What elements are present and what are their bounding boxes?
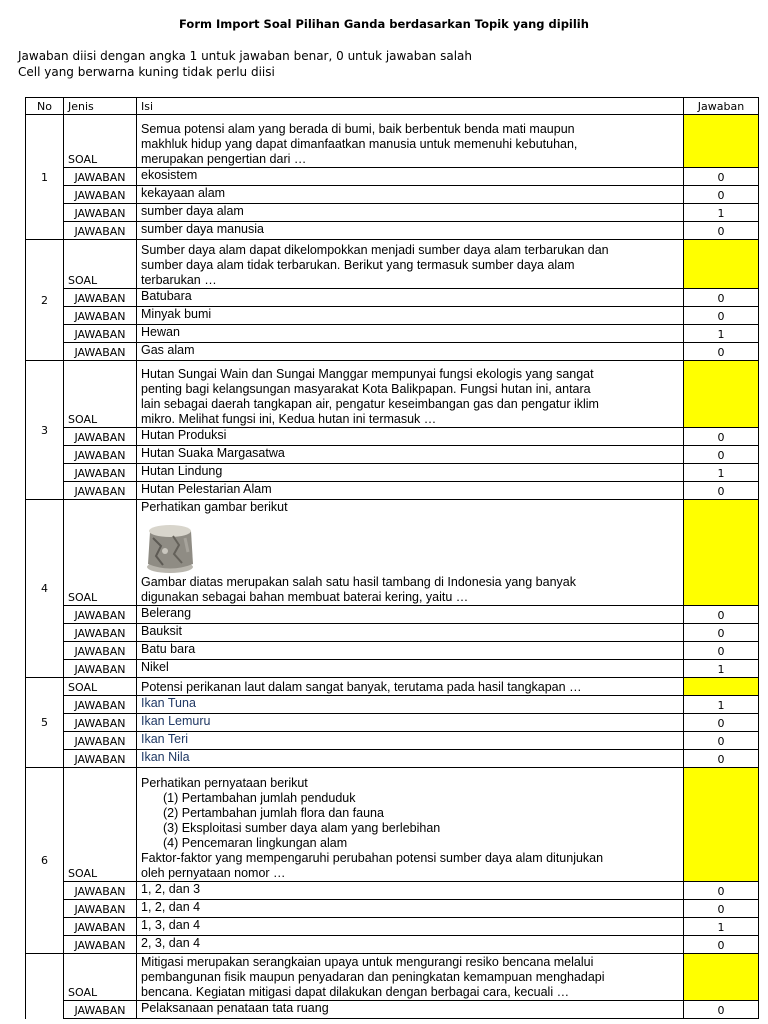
question-text	[137, 768, 684, 882]
answer-type-label: JAWABAN	[64, 343, 137, 361]
question-line: bencana. Kegiatan mitigasi dapat dilakukan dengan berbagai cara, kecuali …	[141, 985, 570, 999]
answer-row	[26, 900, 759, 918]
answer-type-label: JAWABAN	[64, 186, 137, 204]
answer-key-cell-disabled	[684, 361, 759, 428]
answer-option-text[interactable]: Hewan	[137, 325, 684, 343]
answer-type-label: JAWABAN	[64, 882, 137, 900]
question-line: oleh pernyataan nomor …	[141, 866, 286, 880]
answer-value-cell[interactable]: 1	[684, 204, 759, 222]
answer-value-cell[interactable]: 0	[684, 900, 759, 918]
question-line: penting bagi kelangsungan masyarakat Kota Balikpapan. Fungsi hutan ini, antara	[141, 382, 591, 396]
answer-type-label: JAWABAN	[64, 1001, 137, 1019]
answer-row	[26, 289, 759, 307]
header-no: No	[26, 98, 64, 115]
answer-option-text[interactable]: 1, 3, dan 4	[137, 918, 684, 936]
answer-type-label: JAWABAN	[64, 606, 137, 624]
answer-type-label: JAWABAN	[64, 428, 137, 446]
answer-key-cell-disabled	[684, 115, 759, 168]
question-line: Mitigasi merupakan serangkaian upaya untuk mengurangi resiko bencana melalui	[141, 955, 594, 969]
answer-type-label: JAWABAN	[64, 446, 137, 464]
answer-value-cell[interactable]: 0	[684, 186, 759, 204]
answer-value-cell[interactable]: 0	[684, 343, 759, 361]
answer-type-label: JAWABAN	[64, 732, 137, 750]
soal-row	[26, 361, 759, 428]
question-line: makhluk hidup yang dapat dimanfaatkan manusia untuk memenuhi kebutuhan,	[141, 137, 578, 151]
statement-item: (2) Pertambahan jumlah flora dan fauna	[163, 806, 384, 820]
question-line: digunakan sebagai bahan membuat baterai kering, yaitu …	[141, 590, 469, 604]
answer-key-cell-disabled	[684, 500, 759, 606]
answer-type-label: JAWABAN	[64, 660, 137, 678]
question-line: mikro. Melihat fungsi ini, Kedua hutan ini termasuk …	[141, 412, 437, 426]
answer-value-cell[interactable]: 1	[684, 325, 759, 343]
answer-option-text[interactable]: sumber daya alam	[137, 204, 684, 222]
question-text	[137, 954, 684, 1001]
soal-type-label: SOAL	[64, 768, 137, 882]
statement-item: (1) Pertambahan jumlah penduduk	[163, 791, 356, 805]
answer-option-text[interactable]: 1, 2, dan 3	[137, 882, 684, 900]
question-line: terbarukan …	[141, 273, 217, 287]
question-table	[25, 97, 759, 1019]
answer-type-label: JAWABAN	[64, 750, 137, 768]
statement-item: (3) Eksploitasi sumber daya alam yang berlebihan	[163, 821, 441, 835]
question-text	[137, 115, 684, 168]
soal-row	[26, 500, 759, 606]
answer-type-label: JAWABAN	[64, 624, 137, 642]
answer-option-text[interactable]: Ikan Tuna	[137, 696, 684, 714]
mineral-sample-image	[143, 518, 198, 575]
soal-type-label: SOAL	[64, 361, 137, 428]
soal-row	[26, 678, 759, 696]
question-line: Hutan Sungai Wain dan Sungai Manggar mempunyai fungsi ekologis yang sangat	[141, 367, 594, 381]
answer-option-text[interactable]: Gas alam	[137, 343, 684, 361]
answer-row	[26, 732, 759, 750]
answer-option-text[interactable]: 2, 3, dan 4	[137, 936, 684, 954]
answer-row	[26, 624, 759, 642]
answer-row	[26, 446, 759, 464]
answer-value-cell[interactable]: 0	[684, 446, 759, 464]
answer-value-cell[interactable]: 0	[684, 642, 759, 660]
answer-row	[26, 204, 759, 222]
answer-option-text[interactable]: ekosistem	[137, 168, 684, 186]
answer-option-text[interactable]: Ikan Lemuru	[137, 714, 684, 732]
answer-row	[26, 343, 759, 361]
soal-row	[26, 115, 759, 168]
soal-row	[26, 954, 759, 1001]
answer-row	[26, 714, 759, 732]
question-number: 2	[26, 240, 64, 361]
answer-value-cell[interactable]: 0	[684, 936, 759, 954]
soal-type-label: SOAL	[64, 115, 137, 168]
answer-type-label: JAWABAN	[64, 900, 137, 918]
question-line: merupakan pengertian dari …	[141, 152, 307, 166]
answer-value-cell[interactable]: 0	[684, 168, 759, 186]
header-row	[26, 98, 759, 115]
answer-type-label: JAWABAN	[64, 642, 137, 660]
question-text	[137, 240, 684, 289]
answer-value-cell[interactable]: 1	[684, 464, 759, 482]
answer-option-text[interactable]: Minyak bumi	[137, 307, 684, 325]
answer-option-text[interactable]: Ikan Nila	[137, 750, 684, 768]
answer-option-text[interactable]: Hutan Produksi	[137, 428, 684, 446]
answer-option-text[interactable]: Nikel	[137, 660, 684, 678]
answer-value-cell[interactable]: 0	[684, 732, 759, 750]
answer-type-label: JAWABAN	[64, 222, 137, 240]
answer-row	[26, 186, 759, 204]
answer-key-cell-disabled	[684, 678, 759, 696]
soal-type-label: SOAL	[64, 240, 137, 289]
question-line: Sumber daya alam dapat dikelompokkan menjadi sumber daya alam terbarukan dan	[141, 243, 609, 257]
question-number	[26, 954, 64, 1019]
answer-row	[26, 325, 759, 343]
answer-value-cell[interactable]: 0	[684, 482, 759, 500]
answer-row	[26, 168, 759, 186]
answer-row	[26, 750, 759, 768]
answer-type-label: JAWABAN	[64, 696, 137, 714]
question-line: pembangunan fisik maupun penyadaran dan peningkatan kemampuan menghadapi	[141, 970, 605, 984]
answer-option-text[interactable]: Batubara	[137, 289, 684, 307]
soal-type-label: SOAL	[64, 954, 137, 1001]
answer-value-cell[interactable]: 0	[684, 289, 759, 307]
answer-type-label: JAWABAN	[64, 204, 137, 222]
answer-option-text[interactable]: Pelaksanaan penataan tata ruang	[137, 1001, 684, 1019]
answer-row	[26, 882, 759, 900]
answer-type-label: JAWABAN	[64, 482, 137, 500]
answer-value-cell[interactable]: 0	[684, 428, 759, 446]
answer-value-cell[interactable]: 1	[684, 918, 759, 936]
question-text	[137, 361, 684, 428]
answer-option-text[interactable]: Bauksit	[137, 624, 684, 642]
answer-row	[26, 307, 759, 325]
soal-row	[26, 768, 759, 882]
answer-option-text[interactable]: Belerang	[137, 606, 684, 624]
answer-value-cell[interactable]: 0	[684, 222, 759, 240]
answer-type-label: JAWABAN	[64, 464, 137, 482]
answer-value-cell[interactable]: 0	[684, 714, 759, 732]
answer-option-text[interactable]: sumber daya manusia	[137, 222, 684, 240]
answer-row	[26, 696, 759, 714]
answer-value-cell[interactable]: 1	[684, 660, 759, 678]
answer-value-cell[interactable]: 1	[684, 696, 759, 714]
answer-value-cell[interactable]: 0	[684, 307, 759, 325]
answer-value-cell[interactable]: 0	[684, 606, 759, 624]
question-number: 6	[26, 768, 64, 954]
answer-key-cell-disabled	[684, 954, 759, 1001]
answer-type-label: JAWABAN	[64, 714, 137, 732]
answer-type-label: JAWABAN	[64, 918, 137, 936]
answer-option-text[interactable]: 1, 2, dan 4	[137, 900, 684, 918]
header-isi: Isi	[137, 98, 684, 115]
question-line: lain sebagai daerah tangkapan air, pengatur keseimbangan gas dan pengatur iklim	[141, 397, 599, 411]
answer-type-label: JAWABAN	[64, 307, 137, 325]
soal-type-label: SOAL	[64, 500, 137, 606]
header-jenis: Jenis	[64, 98, 137, 115]
question-line: Gambar diatas merupakan salah satu hasil tambang di Indonesia yang banyak	[141, 575, 576, 589]
answer-type-label: JAWABAN	[64, 936, 137, 954]
answer-row	[26, 936, 759, 954]
question-text	[137, 678, 684, 696]
answer-row	[26, 222, 759, 240]
question-intro: Perhatikan gambar berikut	[141, 500, 288, 514]
answer-row	[26, 918, 759, 936]
statement-item: (4) Pencemaran lingkungan alam	[163, 836, 348, 850]
instruction-line-2: Cell yang berwarna kuning tidak perlu diisi	[18, 65, 275, 79]
answer-type-label: JAWABAN	[64, 289, 137, 307]
answer-row	[26, 464, 759, 482]
answer-row	[26, 642, 759, 660]
question-number: 5	[26, 678, 64, 768]
answer-value-cell[interactable]: 0	[684, 1001, 759, 1019]
question-number: 1	[26, 115, 64, 240]
soal-type-label: SOAL	[64, 678, 137, 696]
question-line: Faktor-faktor yang mempengaruhi perubahan potensi sumber daya alam ditunjukan	[141, 851, 604, 865]
question-text	[137, 500, 684, 606]
question-line: Potensi perikanan laut dalam sangat banyak, terutama pada hasil tangkapan …	[141, 680, 582, 694]
answer-type-label: JAWABAN	[64, 168, 137, 186]
page-title: Form Import Soal Pilihan Ganda berdasarkan Topik yang dipilih	[179, 17, 589, 31]
answer-key-cell-disabled	[684, 240, 759, 289]
answer-key-cell-disabled	[684, 768, 759, 882]
answer-row	[26, 660, 759, 678]
question-number: 4	[26, 500, 64, 678]
answer-row	[26, 1001, 759, 1019]
answer-value-cell[interactable]: 0	[684, 882, 759, 900]
question-line: sumber daya alam tidak terbarukan. Berikut yang termasuk sumber daya alam	[141, 258, 575, 272]
answer-option-text[interactable]: Ikan Teri	[137, 732, 684, 750]
answer-row	[26, 606, 759, 624]
answer-row	[26, 482, 759, 500]
question-line: Semua potensi alam yang berada di bumi, baik berbentuk benda mati maupun	[141, 122, 575, 136]
header-jawaban: Jawaban	[684, 98, 759, 115]
answer-option-text[interactable]: Hutan Suaka Margasatwa	[137, 446, 684, 464]
answer-option-text[interactable]: Hutan Lindung	[137, 464, 684, 482]
statement-list	[141, 791, 679, 851]
answer-value-cell[interactable]: 0	[684, 750, 759, 768]
soal-row	[26, 240, 759, 289]
answer-value-cell[interactable]: 0	[684, 624, 759, 642]
question-intro: Perhatikan pernyataan berikut	[141, 776, 308, 790]
answer-type-label: JAWABAN	[64, 325, 137, 343]
answer-option-text[interactable]: Batu bara	[137, 642, 684, 660]
question-number: 3	[26, 361, 64, 500]
answer-option-text[interactable]: kekayaan alam	[137, 186, 684, 204]
instruction-line-1: Jawaban diisi dengan angka 1 untuk jawaban benar, 0 untuk jawaban salah	[18, 49, 472, 63]
answer-row	[26, 428, 759, 446]
answer-option-text[interactable]: Hutan Pelestarian Alam	[137, 482, 684, 500]
